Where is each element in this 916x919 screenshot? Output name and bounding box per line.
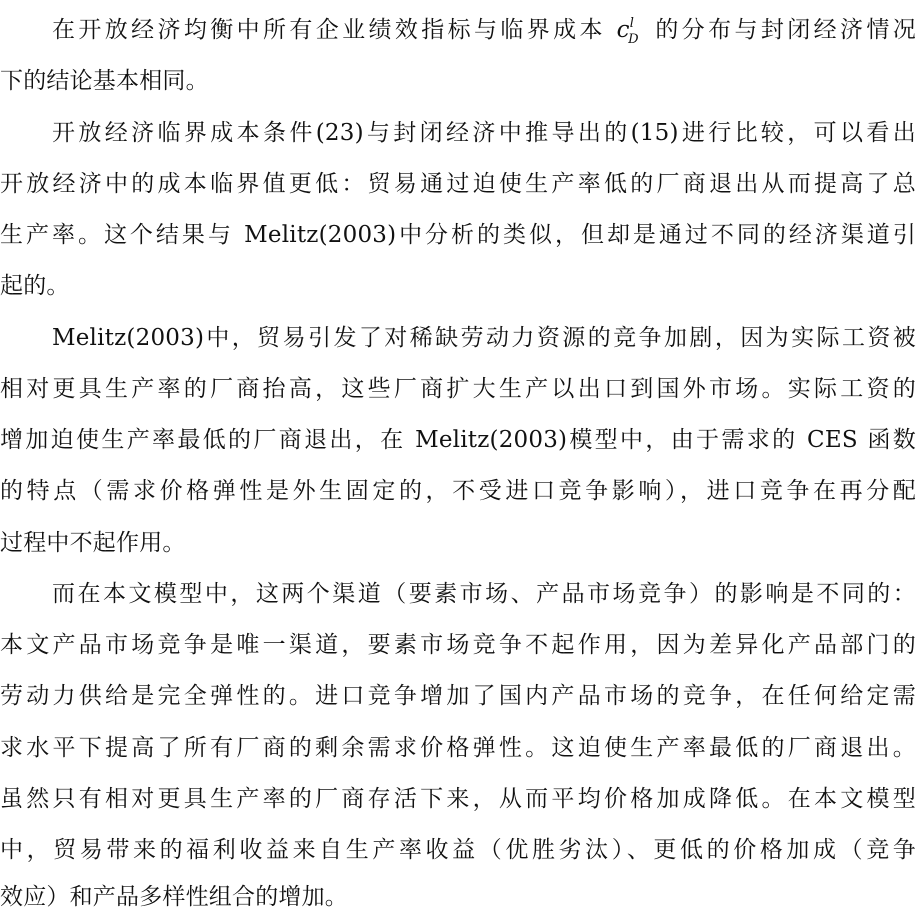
text-line: 生产率。这个结果与 Melitz(2003)中分析的类似，但却是通过不同的经济渠道引 — [0, 222, 916, 248]
math-base: c — [616, 17, 630, 43]
math-variable — [616, 16, 645, 47]
text-line: 劳动力供给是完全弹性的。进口竞争增加了国内产品市场的竞争，在任何给定需 — [0, 683, 916, 709]
math-superscript: l — [629, 16, 635, 31]
text-line: 开放经济临界成本条件(23)与封闭经济中推导出的(15)进行比较，可以看出 — [52, 120, 916, 146]
text-line: 本文产品市场竞争是唯一渠道，要素市场竞争不起作用，因为差异化产品部门的 — [0, 632, 916, 658]
text-line: 中，贸易带来的福利收益来自生产率收益（优胜劣汰）、更低的价格加成（竞争 — [0, 837, 916, 863]
text-line: Melitz(2003)中，贸易引发了对稀缺劳动力资源的竞争加剧，因为实际工资被 — [52, 325, 916, 351]
text-line: 求水平下提高了所有厂商的剩余需求价格弹性。这迫使生产率最低的厂商退出。 — [0, 735, 916, 761]
text-line: 而在本文模型中，这两个渠道（要素市场、产品市场竞争）的影响是不同的： — [52, 581, 916, 607]
text-line: 起的。 — [0, 273, 70, 299]
text-line: 过程中不起作用。 — [0, 530, 186, 556]
text-line: 相对更具生产率的厂商抬高，这些厂商扩大生产以出口到国外市场。实际工资的 — [0, 376, 916, 402]
text-line: 效应）和产品多样性组合的增加。 — [0, 884, 348, 910]
text-line — [52, 10, 916, 50]
text-span: 的分布与封闭经济情况 — [644, 17, 916, 43]
math-subscript: D — [628, 32, 639, 47]
text-span: 在开放经济均衡中所有企业绩效指标与临界成本 — [52, 17, 617, 43]
text-line: 开放经济中的成本临界值更低：贸易通过迫使生产率低的厂商退出从而提高了总 — [0, 171, 916, 197]
text-line: 增加迫使生产率最低的厂商退出，在 Melitz(2003)模型中，由于需求的 CES 函数 — [0, 427, 916, 453]
text-line: 的特点（需求价格弹性是外生固定的，不受进口竞争影响），进口竞争在再分配 — [0, 478, 916, 504]
text-line: 虽然只有相对更具生产率的厂商存活下来，从而平均价格加成降低。在本文模型 — [0, 786, 916, 812]
text-line: 下的结论基本相同。 — [0, 68, 209, 94]
